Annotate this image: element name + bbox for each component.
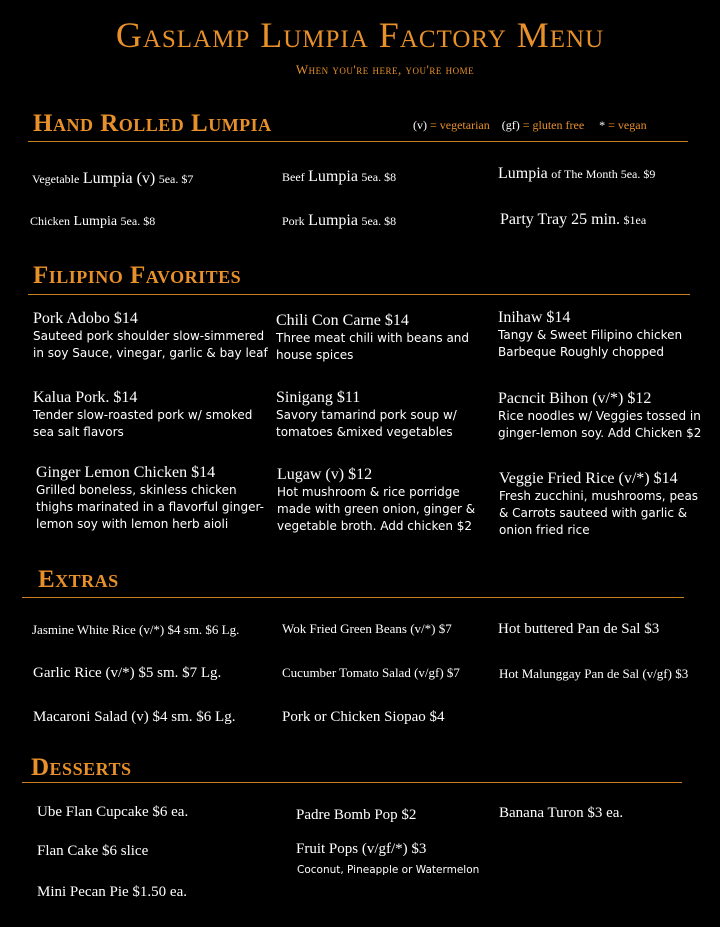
favorite-item: Lugaw (v) $12 Hot mushroom & rice porridge made with green onion, ginger & vegetable broth. Add chicken $2 [277, 466, 476, 533]
section-divider [22, 782, 682, 783]
lumpia-item-chicken: Chicken Lumpia 5ea. $8 [30, 214, 156, 229]
extra-item: Garlic Rice (v/*) $5 sm. $7 Lg. [33, 665, 222, 681]
section-divider [28, 141, 688, 142]
lumpia-item-vegetable: Vegetable Lumpia (v) 5ea. $7 [32, 170, 194, 187]
dessert-item: Padre Bomb Pop $2 [296, 807, 417, 823]
extra-item: Jasmine White Rice (v/*) $4 sm. $6 Lg. [32, 622, 240, 637]
favorite-item: Veggie Fried Rice (v/*) $14 Fresh zucchini, mushrooms, peas & Carrots sauteed with garlic & onion fried rice [499, 470, 699, 537]
favorite-item: Chili Con Carne $14 Three meat chili with beans and house spices [276, 312, 470, 362]
section-heading-desserts: Desserts [31, 754, 132, 781]
extra-item: Pork or Chicken Siopao $4 [282, 709, 445, 725]
lumpia-item-party-tray: Party Tray 25 min. $1ea [500, 211, 647, 228]
favorite-item: Pork Adobo $14 Sauteed pork shoulder slow-simmered in soy Sauce, vinegar, garlic & bay leaf [33, 310, 268, 360]
section-divider [22, 597, 684, 598]
extra-item: Hot buttered Pan de Sal $3 [498, 621, 660, 637]
menu-title: Gaslamp Lumpia Factory Menu [115, 15, 605, 55]
favorite-item: Kalua Pork. $14 Tender slow-roasted pork w/ smoked sea salt flavors [33, 389, 253, 439]
section-divider [28, 294, 690, 295]
extra-item: Cucumber Tomato Salad (v/gf) $7 [282, 665, 460, 680]
extra-item: Wok Fried Green Beans (v/*) $7 [282, 621, 452, 636]
favorite-item: Pacncit Bihon (v/*) $12 Rice noodles w/ Veggies tossed in ginger-lemon soy. Add Chicken $2 [498, 390, 702, 440]
extra-item: Hot Malunggay Pan de Sal (v/gf) $3 [499, 666, 689, 681]
section-heading-extras: Extras [38, 566, 119, 593]
lumpia-item-month: Lumpia of The Month 5ea. $9 [498, 165, 656, 182]
dessert-note: Coconut, Pineapple or Watermelon [297, 864, 480, 876]
menu-subtitle: When you're here, you're home [295, 62, 475, 77]
extra-item: Macaroni Salad (v) $4 sm. $6 Lg. [33, 709, 236, 725]
favorite-item: Inihaw $14 Tangy & Sweet Filipino chicken Barbeque Roughly chopped [498, 309, 683, 359]
diet-legend: (v) = vegetarian (gf) = gluten free * = vegan [413, 118, 647, 132]
dessert-item: Mini Pecan Pie $1.50 ea. [37, 884, 187, 900]
section-heading-favorites: Filipino Favorites [33, 262, 242, 289]
dessert-item: Ube Flan Cupcake $6 ea. [37, 804, 189, 820]
section-heading-lumpia: Hand Rolled Lumpia [33, 110, 272, 137]
favorite-item: Sinigang $11 Savory tamarind pork soup w/ tomatoes &mixed vegetables [276, 389, 457, 439]
dessert-item: Banana Turon $3 ea. [499, 805, 624, 821]
lumpia-item-beef: Beef Lumpia 5ea. $8 [282, 168, 397, 185]
lumpia-item-pork: Pork Lumpia 5ea. $8 [282, 212, 397, 229]
dessert-item: Flan Cake $6 slice [37, 843, 149, 859]
dessert-item: Fruit Pops (v/gf/*) $3 [296, 841, 427, 857]
favorite-item: Ginger Lemon Chicken $14 Grilled boneless, skinless chicken thighs marinated in a flavorful ginger-lemon soy with lemon herb aioli [36, 464, 264, 531]
